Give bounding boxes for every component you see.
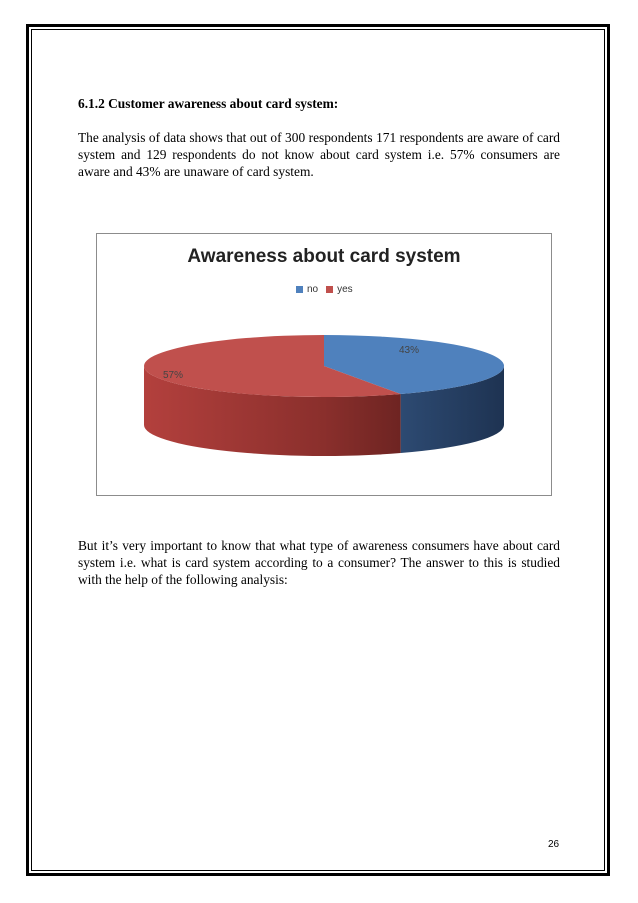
legend-label-yes: yes (337, 284, 353, 295)
page-number: 26 (548, 839, 560, 850)
analysis-paragraph: The analysis of data shows that out of 300 respondents 171 respondents are aware of card system and 129 respondents do not know about card system i.e. 57% consumers are aware and 43% are unaware of card system. (78, 130, 560, 180)
chart-title: Awareness about card system (187, 246, 461, 267)
followup-paragraph: But it’s very important to know that what type of awareness consumers have about card system i.e. what is card system according to a consumer? The answer to this is studied with the help of the following analysis: (78, 538, 560, 588)
legend-label-no: no (307, 284, 319, 295)
section-heading: 6.1.2 Customer awareness about card system: (78, 96, 339, 111)
data-label-no: 43% (398, 345, 420, 356)
data-label-yes: 57% (162, 370, 184, 381)
